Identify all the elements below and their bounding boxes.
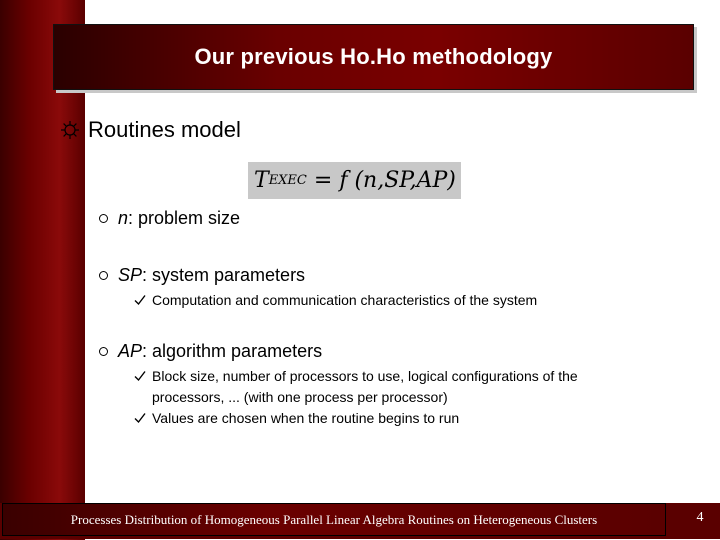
footer-text: Processes Distribution of Homogeneous Parallel Linear Algebra Routines on Heterogeneous Clusters: [70, 511, 598, 527]
bullet-item-sp: [99, 265, 305, 286]
formula-equals: =: [313, 168, 333, 193]
slide-title: Our previous Ho.Ho methodology: [194, 44, 553, 69]
checkmark-icon: [134, 412, 146, 424]
bullet-item-n: [99, 208, 240, 229]
bullet-term: AP: [118, 341, 143, 361]
bullet-desc: : problem size: [128, 208, 241, 228]
page-number: 4: [696, 510, 704, 525]
sub-bullet-ap-2: [134, 408, 652, 429]
sub-bullet-text: Computation and communication characteristics of the system: [152, 292, 538, 308]
bullet-term: SP: [118, 265, 143, 285]
gear-icon: [60, 120, 80, 140]
formula-rhs: f (n,SP,AP): [339, 168, 456, 193]
section-heading: [60, 117, 241, 143]
formula-lhs: T: [254, 168, 269, 193]
circle-bullet-icon: [99, 214, 108, 223]
formula-lhs-subscript: EXEC: [268, 173, 307, 188]
title-bar: [53, 24, 694, 90]
sub-bullet-text: Values are chosen when the routine begins to run: [152, 410, 460, 426]
bullet-term: n: [118, 208, 129, 228]
bullet-item-ap: [99, 341, 322, 362]
sub-bullet-sp-1: [134, 290, 652, 311]
formula-box: [248, 162, 461, 199]
circle-bullet-icon: [99, 271, 108, 280]
footer-bar: [2, 503, 666, 536]
checkmark-icon: [134, 294, 146, 306]
bullet-desc: : algorithm parameters: [142, 341, 323, 361]
heading-text: Routines model: [88, 117, 241, 142]
sub-bullet-text: Block size, number of processors to use, logical configurations of the processors, ... (with one process per processor): [152, 368, 578, 405]
circle-bullet-icon: [99, 347, 108, 356]
checkmark-icon: [134, 370, 146, 382]
sub-bullet-ap-1: [134, 366, 652, 408]
bullet-desc: : system parameters: [142, 265, 306, 285]
